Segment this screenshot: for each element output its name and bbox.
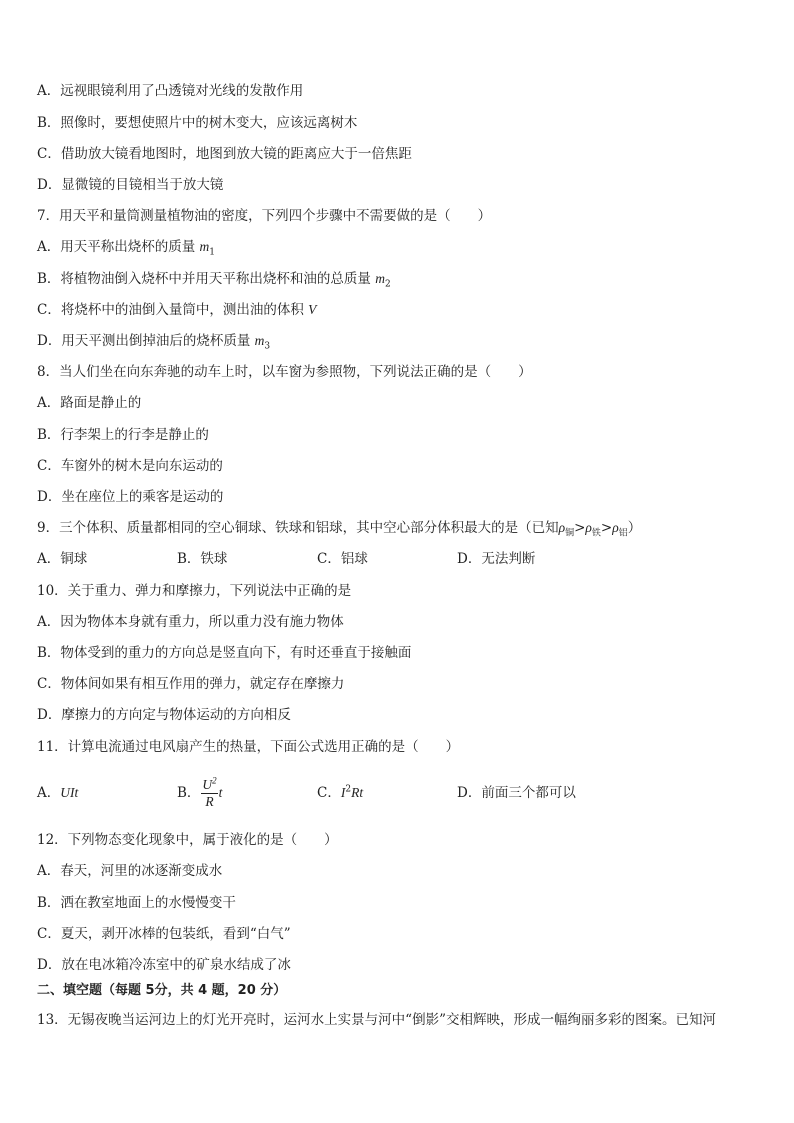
q8-option-a: A．路面是静止的: [37, 395, 142, 411]
q11-option-a-formula: UIt: [60, 785, 79, 800]
q10-option-b: B．物体受到的重力的方向总是竖直向下，有时还垂直于接触面: [37, 645, 412, 661]
q11-fraction-numerator: [201, 777, 217, 794]
q11-option-c: [317, 784, 457, 802]
q9-sub-al: 铝: [618, 528, 628, 539]
q9-option-d: D．无法判断: [457, 551, 536, 567]
q7-option-d-var: m: [254, 333, 265, 348]
q8-option-c: C．车窗外的树木是向东运动的: [37, 458, 223, 474]
q7-option-b-sub: 2: [384, 279, 391, 290]
q10-option-a: A．因为物体本身就有重力，所以重力没有施力物体: [37, 614, 344, 630]
q9-stem-text: 9．三个体积、质量都相同的空心铜球、铁球和铝球，其中空心部分体积最大的是（已知: [37, 520, 559, 536]
q9-sub-fe: 铁: [591, 528, 601, 539]
q9-rho-al: ρ: [612, 520, 619, 535]
q7-option-b-text: B．将植物油倒入烧杯中并用天平称出烧杯和油的总质量: [37, 271, 376, 287]
q9-rho-fe: ρ: [585, 520, 592, 535]
q9-options: [37, 550, 535, 568]
q6-option-c: C．借助放大镜看地图时，地图到放大镜的距离应大于一倍焦距: [37, 146, 412, 162]
q12-option-a: A．春天，河里的冰逐渐变成水: [37, 863, 223, 879]
q10-stem: 10．关于重力、弹力和摩擦力，下列说法中正确的是: [37, 583, 352, 599]
q6-option-b: B．照像时，要想使照片中的树木变大，应该远离树木: [37, 115, 358, 131]
q8-option-b: B．行李架上的行李是静止的: [37, 427, 209, 443]
q9-option-c: C．铝球: [317, 551, 368, 567]
q11-option-b-label: B．: [177, 784, 201, 801]
q7-option-c: [37, 301, 316, 319]
q7-stem: 7．用天平和量筒测量植物油的密度，下列四个步骤中不需要做的是（ ）: [37, 208, 492, 224]
q9-option-a: A．铜球: [37, 551, 88, 567]
q11-fraction-denominator: R: [205, 793, 214, 809]
q11-option-b: [177, 777, 317, 810]
q10-option-d: D．摩擦力的方向定与物体运动的方向相反: [37, 707, 291, 723]
q11-option-b-tail: t: [218, 784, 223, 800]
q10-option-c: C．物体间如果有相互作用的弹力，就定存在摩擦力: [37, 676, 345, 692]
q11-num-sup: 2: [212, 775, 217, 785]
q9-stem: [37, 519, 641, 537]
q7-option-d-text: D．用天平测出倒掉油后的烧杯质量: [37, 333, 255, 349]
q6-option-a: A．远视眼镜利用了凸透镜对光线的发散作用: [37, 83, 304, 99]
q8-stem: 8．当人们坐在向东奔驰的动车上时，以车窗为参照物，下列说法正确的是（ ）: [37, 364, 532, 380]
q8-option-d: D．坐在座位上的乘客是运动的: [37, 489, 224, 505]
q11-option-c-sup: 2: [345, 784, 352, 795]
section-heading: 二、填空题（每题 5分，共 4 题，20 分）: [37, 983, 287, 998]
q12-option-d: D．放在电冰箱冷冻室中的矿泉水结成了冰: [37, 957, 291, 973]
q7-option-a-text: A．用天平称出烧杯的质量: [37, 239, 200, 255]
q9-close: ）: [627, 520, 642, 536]
q11-fraction: [201, 777, 217, 810]
q11-option-c-i: I: [340, 785, 346, 800]
q9-gt-2: >: [600, 520, 613, 536]
q11-options: [37, 772, 576, 814]
q11-stem: 11．计算电流通过电风扇产生的热量，下面公式选用正确的是（ ）: [37, 739, 460, 755]
q12-option-b: B．洒在教室地面上的水慢慢变干: [37, 895, 236, 911]
q11-option-a: [37, 784, 177, 802]
q7-option-b: [37, 270, 391, 288]
q7-option-c-text: C．将烧杯中的油倒入量筒中，测出油的体积: [37, 302, 309, 318]
q12-stem: 12．下列物态变化现象中，属于液化的是（ ）: [37, 832, 338, 848]
q11-option-d: D．前面三个都可以: [457, 785, 576, 801]
q11-option-c-label: C．: [317, 785, 341, 801]
q9-gt-1: >: [574, 520, 586, 536]
q7-option-a: [37, 238, 215, 256]
q13-stem: 13．无锡夜晚当运河边上的灯光开亮时，运河水上实景与河中“倒影”交相辉映，形成一幅绚丽多彩的图案。已知河: [37, 1012, 716, 1028]
q7-option-b-var: m: [375, 271, 385, 286]
q7-option-a-var: m: [199, 239, 210, 254]
q9-sub-cu: 铜: [565, 528, 575, 539]
q7-option-c-var: V: [308, 302, 317, 317]
q12-option-c: C．夏天，剥开冰棒的包装纸，看到“白气”: [37, 926, 291, 942]
q7-option-a-sub: 1: [209, 247, 216, 258]
q11-option-a-label: A．: [37, 785, 61, 801]
q7-option-d-sub: 3: [264, 341, 271, 352]
q7-option-d: [37, 332, 270, 350]
q9-option-b: B．铁球: [177, 551, 228, 567]
q11-num-var: U: [202, 776, 213, 792]
q11-option-c-rest: Rt: [351, 785, 364, 800]
q9-rho-cu: ρ: [558, 520, 566, 535]
q6-option-d: D．显微镜的目镜相当于放大镜: [37, 177, 224, 193]
